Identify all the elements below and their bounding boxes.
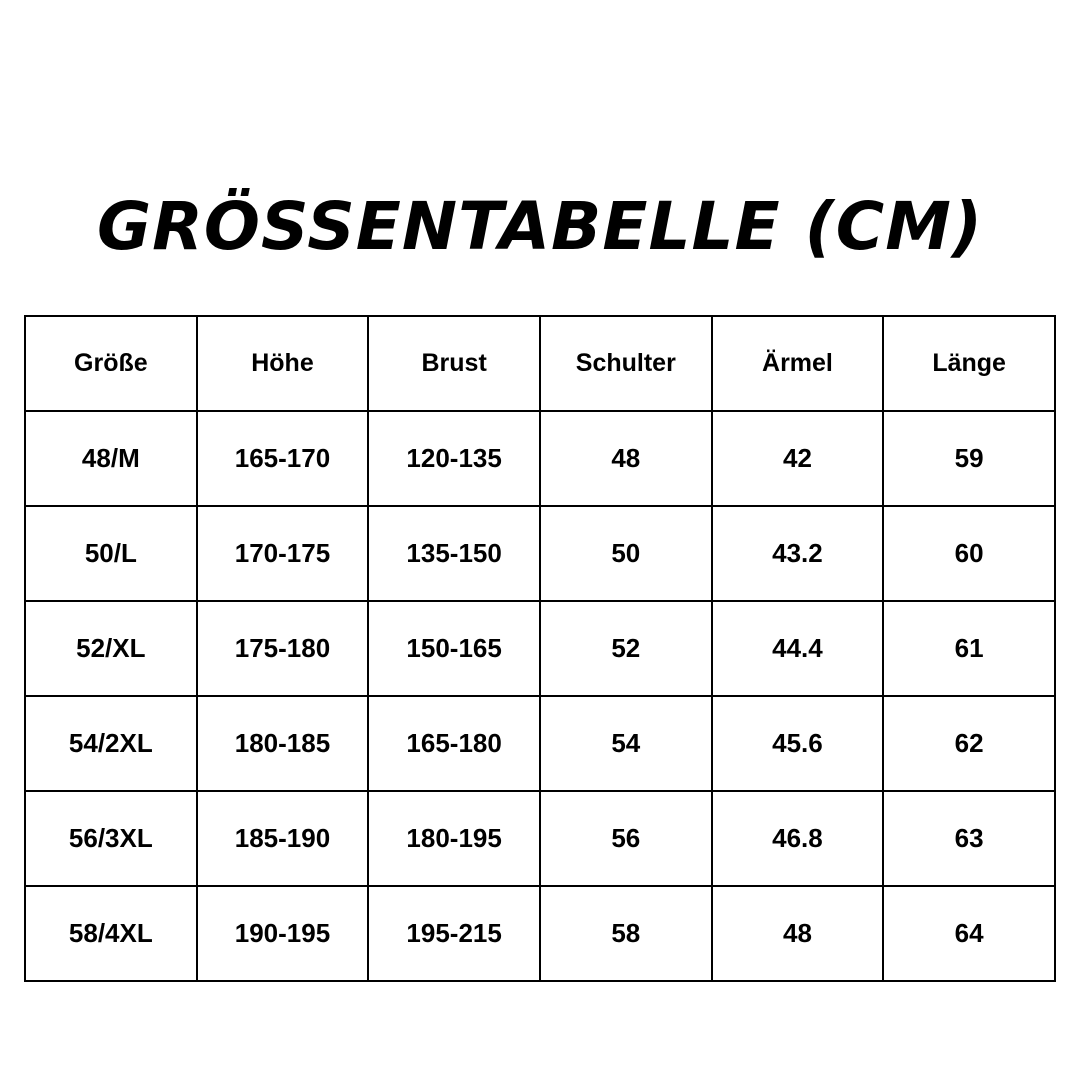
cell-size: 52/XL (25, 601, 197, 696)
cell-length: 60 (883, 506, 1055, 601)
table-row (25, 411, 1055, 506)
cell-sleeve: 45.6 (712, 696, 884, 791)
cell-sleeve: 48 (712, 886, 884, 981)
cell-height: 190-195 (197, 886, 369, 981)
cell-chest: 120-135 (368, 411, 540, 506)
cell-height: 175-180 (197, 601, 369, 696)
cell-length: 59 (883, 411, 1055, 506)
cell-shoulder: 52 (540, 601, 712, 696)
cell-shoulder: 58 (540, 886, 712, 981)
table-row (25, 506, 1055, 601)
cell-shoulder: 56 (540, 791, 712, 886)
cell-size: 48/M (25, 411, 197, 506)
cell-shoulder: 50 (540, 506, 712, 601)
table-row (25, 791, 1055, 886)
cell-chest: 165-180 (368, 696, 540, 791)
cell-shoulder: 54 (540, 696, 712, 791)
cell-sleeve: 44.4 (712, 601, 884, 696)
cell-length: 62 (883, 696, 1055, 791)
table-row (25, 601, 1055, 696)
cell-shoulder: 48 (540, 411, 712, 506)
cell-height: 165-170 (197, 411, 369, 506)
cell-chest: 180-195 (368, 791, 540, 886)
column-header-length: Länge (883, 316, 1055, 411)
cell-height: 170-175 (197, 506, 369, 601)
cell-length: 61 (883, 601, 1055, 696)
table-header-row (25, 316, 1055, 411)
table-row (25, 696, 1055, 791)
cell-length: 63 (883, 791, 1055, 886)
table-row (25, 886, 1055, 981)
column-header-chest: Brust (368, 316, 540, 411)
cell-height: 185-190 (197, 791, 369, 886)
column-header-shoulder: Schulter (540, 316, 712, 411)
column-header-height: Höhe (197, 316, 369, 411)
cell-size: 54/2XL (25, 696, 197, 791)
cell-sleeve: 43.2 (712, 506, 884, 601)
cell-sleeve: 46.8 (712, 791, 884, 886)
cell-height: 180-185 (197, 696, 369, 791)
cell-chest: 135-150 (368, 506, 540, 601)
column-header-sleeve: Ärmel (712, 316, 884, 411)
cell-chest: 195-215 (368, 886, 540, 981)
cell-length: 64 (883, 886, 1055, 981)
column-header-size: Größe (25, 316, 197, 411)
size-chart-table (24, 315, 1056, 982)
cell-chest: 150-165 (368, 601, 540, 696)
cell-size: 56/3XL (25, 791, 197, 886)
cell-size: 50/L (25, 506, 197, 601)
cell-size: 58/4XL (25, 886, 197, 981)
cell-sleeve: 42 (712, 411, 884, 506)
page-title: GRÖSSENTABELLE (CM) (96, 188, 984, 266)
